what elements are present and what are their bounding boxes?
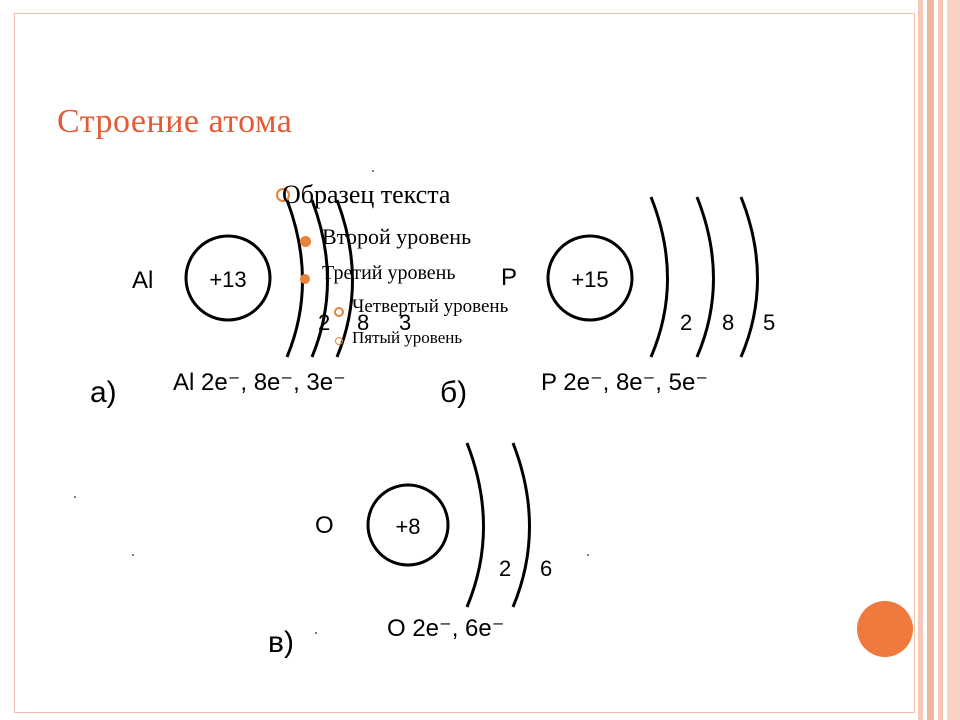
stray-dot — [132, 554, 134, 556]
atom-symbol-p: P — [501, 264, 518, 291]
label-b: б) — [440, 376, 468, 409]
shell-p-3 — [741, 197, 758, 357]
shell-count-p-3: 5 — [763, 310, 776, 335]
charge-al: +13 — [209, 267, 247, 292]
charge-p: +15 — [571, 267, 609, 292]
bullet-dot-icon — [300, 274, 310, 284]
stray-dot — [587, 554, 589, 556]
label-a: а) — [90, 376, 117, 409]
stray-dot — [74, 496, 76, 498]
label-c: в) — [268, 626, 294, 659]
bullet-ring-icon — [334, 307, 344, 317]
shell-count-p-1: 2 — [680, 310, 693, 335]
shell-count-o-2: 6 — [540, 556, 553, 581]
outline-level-5: Пятый уровень — [352, 328, 463, 347]
shell-count-al-2: 8 — [357, 310, 370, 335]
bullet-dot-icon — [300, 236, 311, 247]
outline-level-1: Образец текста — [282, 180, 451, 209]
atom-symbol-o: O — [315, 512, 334, 539]
shell-count-o-1: 2 — [499, 556, 512, 581]
decorative-circle — [857, 601, 913, 657]
config-al: Al 2e⁻, 8e⁻, 3e⁻ — [173, 369, 346, 396]
atom-symbol-al: Al — [132, 267, 154, 294]
shell-count-p-2: 8 — [722, 310, 735, 335]
shell-count-al-3: 3 — [399, 310, 412, 335]
diagram-o — [268, 443, 552, 659]
outline-level-2: Второй уровень — [322, 224, 472, 249]
stray-dot — [315, 632, 317, 634]
shell-p-2 — [697, 197, 714, 357]
shell-count-al-1: 2 — [318, 310, 331, 335]
outline-level-3: Третий уровень — [322, 262, 456, 284]
charge-o: +8 — [395, 514, 421, 539]
slide-title: Строение атома — [57, 103, 293, 140]
config-o: O 2e⁻, 6e⁻ — [387, 615, 505, 642]
stray-dot — [372, 170, 374, 172]
bullet-ring-icon — [335, 337, 343, 345]
shell-o-2 — [513, 443, 530, 607]
config-p: P 2e⁻, 8e⁻, 5e⁻ — [541, 369, 709, 396]
shell-o-1 — [467, 443, 484, 607]
outline-level-4: Четвертый уровень — [352, 296, 509, 317]
shell-p-1 — [651, 197, 668, 357]
